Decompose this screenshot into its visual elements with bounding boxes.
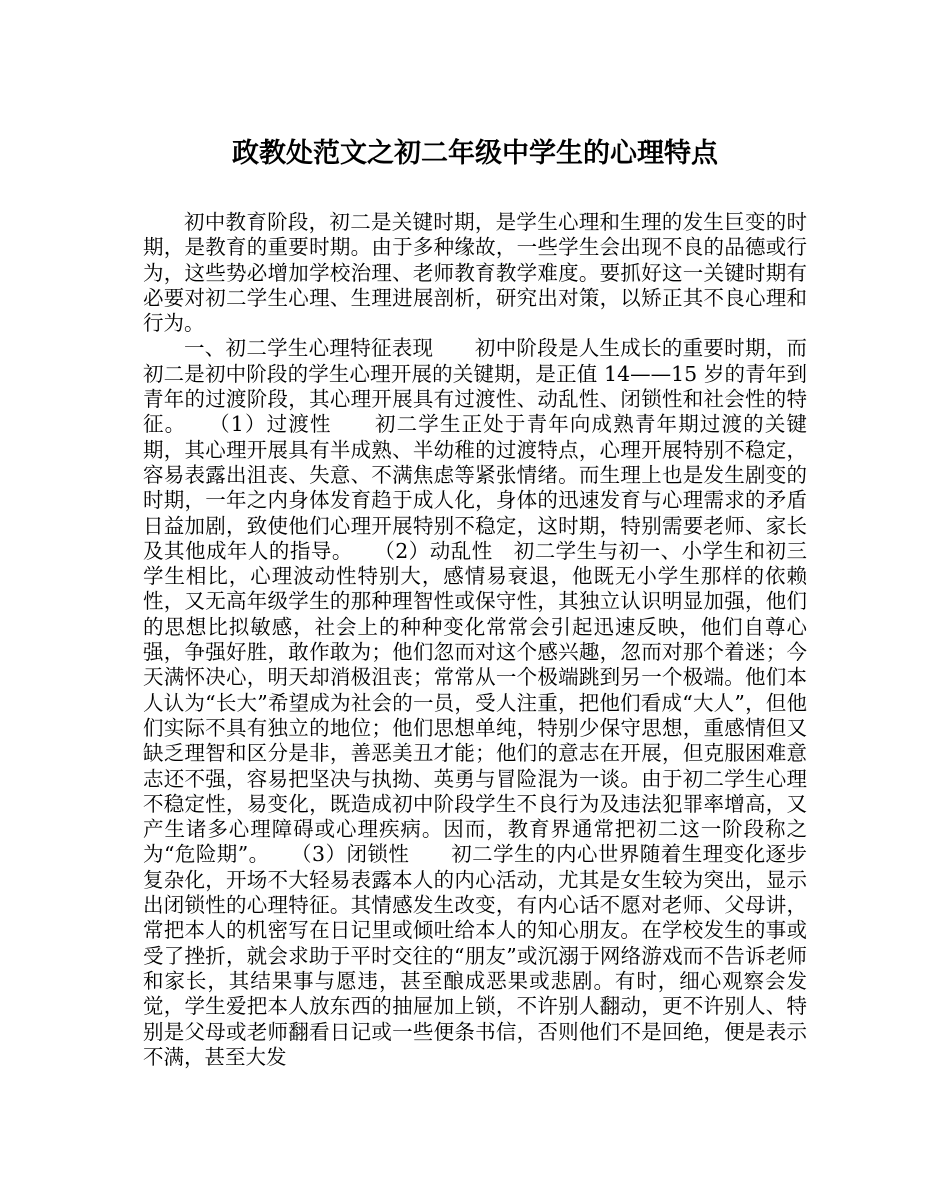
paragraph-intro: 初中教育阶段，初二是关键时期，是学生心理和生理的发生巨变的时期，是教育的重要时期。由于多种缘故，一些学生会出现不良的品德或行为，这些势必增加学校治理、老师教育教学难度。要抓好这一关键时期有必要对初二学生心理、生理进展剖析，研究出对策，以矫正其不良心理和行为。: [143, 210, 807, 336]
document-body: [143, 210, 807, 1070]
paragraph-section-one: 一、初二学生心理特征表现 初中阶段是人生成长的重要时期，而初二是初中阶段的学生心理开展的关键期，是正值 14——15 岁的青年到青年的过渡阶段，其心理开展具有过渡性、动乱性、闭锁性和社会性的特征。 （1）过渡性 初二学生正处于青年向成熟青年期过渡的关键期，其心理开展具有半成熟、半幼稚的过渡特点，心理开展特别不稳定，容易表露出沮丧、失意、不满焦虑等紧张情绪。而生理上也是发生剧变的时期，一年之内身体发育趋于成人化，身体的迅速发育与心理需求的矛盾日益加剧，致使他们心理开展特别不稳定，这时期，特别需要老师、家长及其他成年人的指导。 （2）动乱性 初二学生与初一、小学生和初三学生相比，心理波动性特别大，感情易衰退，他既无小学生那样的依赖性，又无高年级学生的那种理智性或保守性，其独立认识明显加强，他们的思想比拟敏感，社会上的种种变化常常会引起迅速反映，他们自尊心强，争强好胜，敢作敢为；他们忽而对这个感兴趣，忽而对那个着迷；今天满怀决心，明天却消极沮丧；常常从一个极端跳到另一个极端。他们本人认为“长大”希望成为社会的一员，受人注重，把他们看成“大人”，但他们实际不具有独立的地位；他们思想单纯，特别少保守思想，重感情但又缺乏理智和区分是非，善恶美丑才能；他们的意志在开展，但克服困难意志还不强，容易把坚决与执拗、英勇与冒险混为一谈。由于初二学生心理不稳定性，易变化，既造成初中阶段学生不良行为及违法犯罪率增高，又产生诸多心理障碍或心理疾病。因而，教育界通常把初二这一阶段称之为“危险期”。 （3）闭锁性 初二学生的内心世界随着生理变化逐步复杂化，开场不大轻易表露本人的内心活动，尤其是女生较为突出，显示出闭锁性的心理特征。其情感发生改变，有内心话不愿对老师、父母讲，常把本人的机密写在日记里或倾吐给本人的知心朋友。在学校发生的事或受了挫折，就会求助于平时交往的“朋友”或沉溺于网络游戏而不告诉老师和家长，其结果事与愿违，甚至酿成恶果或悲剧。有时，细心观察会发觉，学生爱把本人放东西的抽屉加上锁，不许别人翻动，更不许别人、特别是父母或老师翻看日记或一些便条书信，否则他们不是回绝，便是表示不满，甚至大发: [143, 336, 807, 1069]
document-title: 政教处范文之初二年级中学生的心理特点: [232, 138, 718, 169]
